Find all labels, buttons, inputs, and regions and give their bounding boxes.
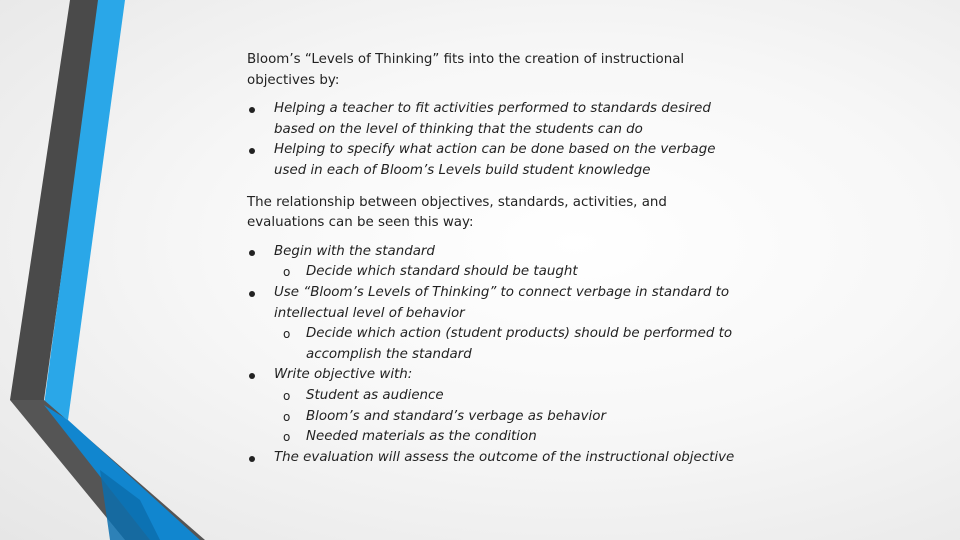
- bullet-text: The evaluation will assess the outcome of the instructional objective: [274, 449, 735, 465]
- circle-marker-icon: o: [283, 409, 291, 424]
- intro-bullet-list: [247, 99, 737, 181]
- sub-list: [274, 262, 737, 283]
- bullet-text: Begin with the standard: [274, 243, 435, 259]
- intro-paragraph: Bloom’s “Levels of Thinking” fits into the creation of instructional objectives by:: [247, 52, 685, 88]
- bullet-dot-icon: [249, 250, 255, 256]
- bullet-dot-icon: [249, 456, 255, 462]
- bullet-dot-icon: [249, 148, 255, 154]
- bullet-dot-icon: [249, 107, 255, 113]
- slide-content: [247, 50, 737, 468]
- sub-list: [274, 386, 737, 448]
- bullet-text: Helping a teacher to fit activities performed to standards desired based on the level of thinking that the students can do: [274, 101, 711, 137]
- bullet-dot-icon: [249, 373, 255, 379]
- sub-list-item: o Decide which action (student products) should be performed to accomplish the standard: [283, 326, 733, 362]
- list-item: [247, 448, 737, 469]
- circle-marker-icon: o: [283, 265, 291, 280]
- decorative-side-bars: [0, 0, 220, 540]
- list-item: [247, 242, 737, 283]
- sub-list-item: o Student as audience: [274, 386, 737, 407]
- relationship-bullet-list: [247, 242, 737, 469]
- bullet-dot-icon: [249, 291, 255, 297]
- list-item: [247, 365, 737, 447]
- list-item: [247, 140, 737, 181]
- bullet-text: Write objective with:: [274, 367, 413, 383]
- sub-list-item: o Needed materials as the condition: [274, 427, 737, 448]
- sub-list-item: o Bloom’s and standard’s verbage as behavior: [274, 407, 737, 428]
- bullet-text: Use “Bloom’s Levels of Thinking” to connect verbage in standard to intellectual level of behavior: [274, 284, 730, 321]
- circle-marker-icon: o: [283, 327, 291, 342]
- sub-list-item: o Decide which standard should be taught: [274, 262, 737, 283]
- list-item: [247, 99, 737, 140]
- sub-list: [274, 324, 737, 365]
- circle-marker-icon: o: [283, 430, 291, 445]
- relationship-paragraph: The relationship between objectives, standards, activities, and evaluations can be seen this way:: [247, 194, 667, 231]
- bullet-text: Helping to specify what action can be done based on the verbage used in each of Bloom’s Levels build student knowledge: [274, 142, 716, 178]
- circle-marker-icon: o: [283, 388, 291, 403]
- list-item: [247, 283, 737, 365]
